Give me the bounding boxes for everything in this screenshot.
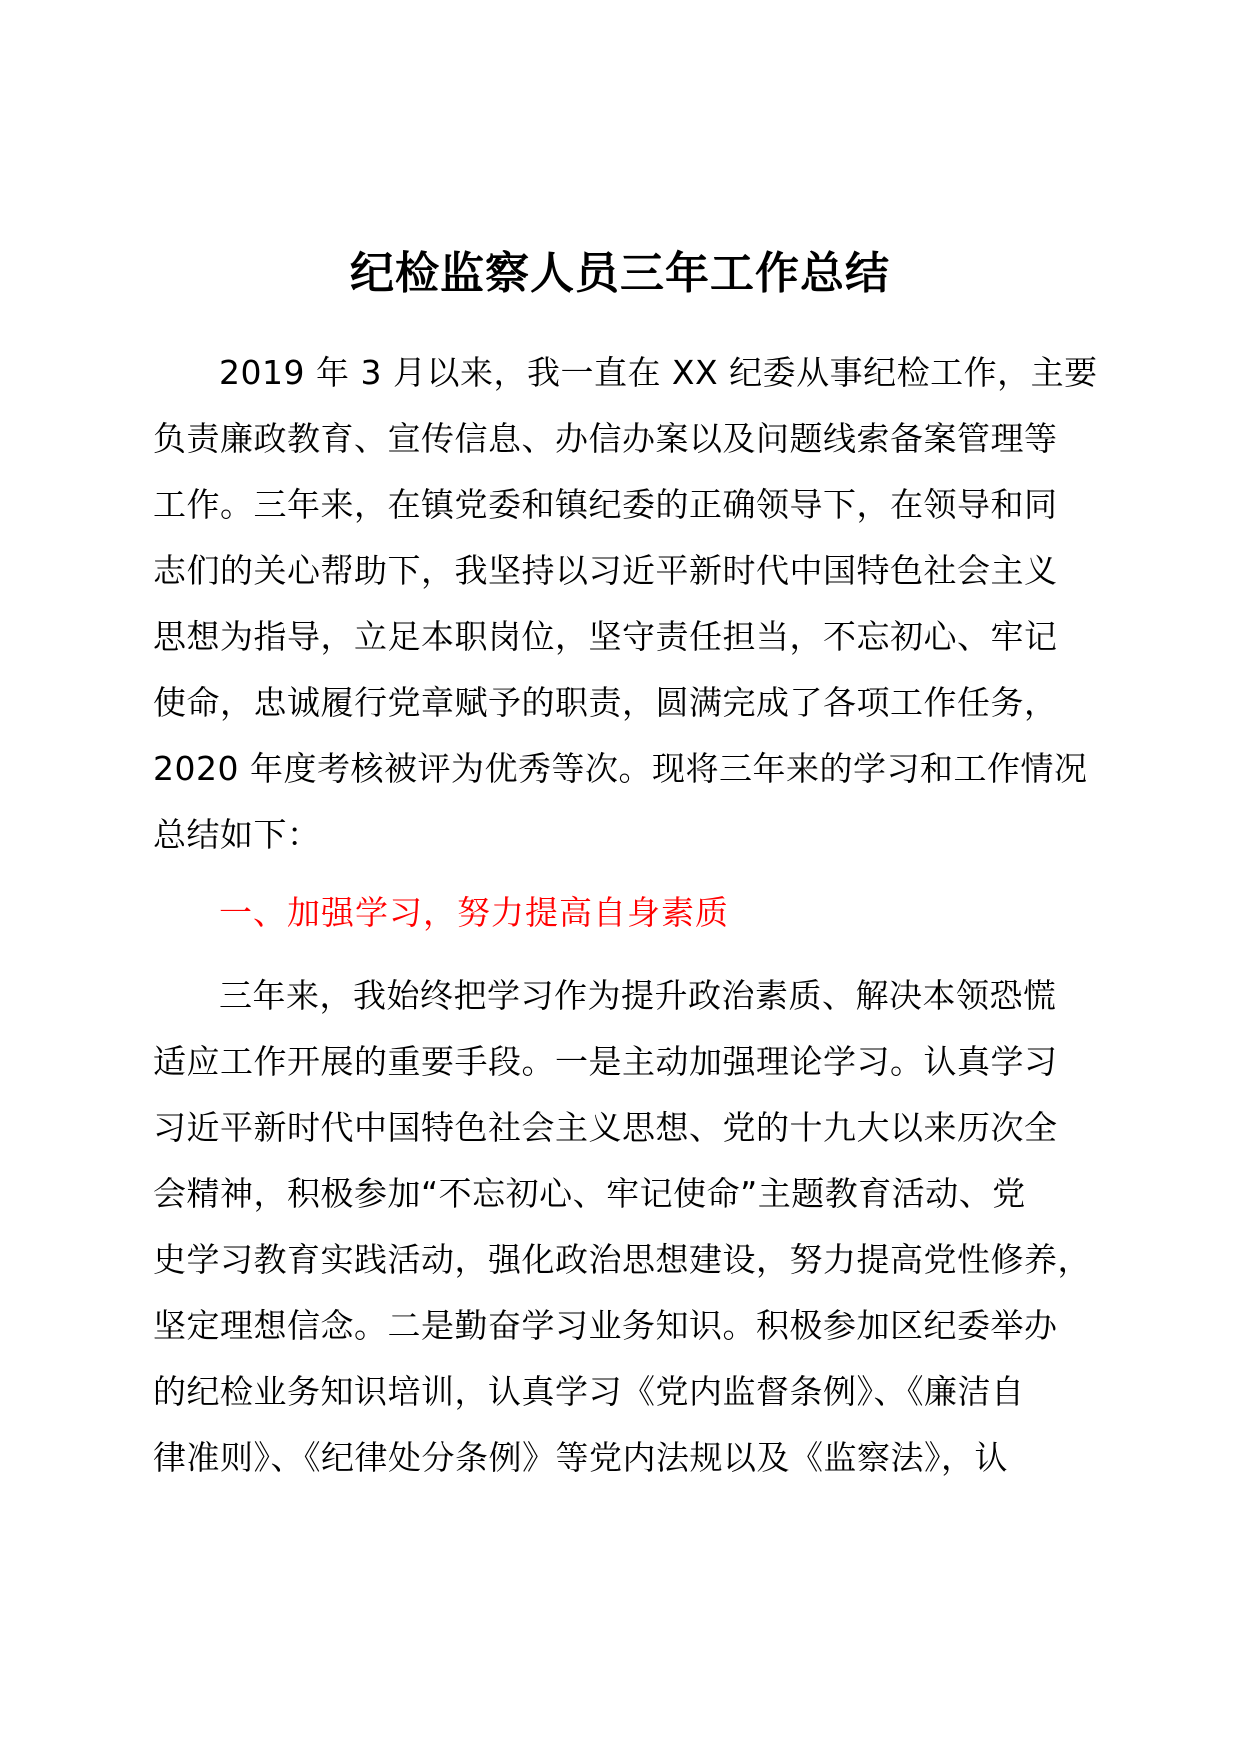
paragraph-line: 2020 年度考核被评为优秀等次。现将三年来的学习和工作情况 <box>153 749 1088 788</box>
paragraph-line: 史学习教育实践活动，强化政治思想建设，努力提高党性修养， <box>153 1240 1091 1279</box>
paragraph-line: 思想为指导，立足本职岗位，坚守责任担当，不忘初心、牢记 <box>153 617 1058 656</box>
section-heading: 一、加强学习，努力提高自身素质 <box>219 893 729 932</box>
paragraph-line: 三年来，我始终把学习作为提升政治素质、解决本领恐慌 <box>219 976 1057 1015</box>
paragraph-line: 志们的关心帮助下，我坚持以习近平新时代中国特色社会主义 <box>153 551 1058 590</box>
paragraph-line: 工作。三年来，在镇党委和镇纪委的正确领导下，在领导和同 <box>153 485 1058 524</box>
document-title: 纪检监察人员三年工作总结 <box>350 248 890 299</box>
paragraph-line: 2019 年 3 月以来，我一直在 XX 纪委从事纪检工作，主要 <box>219 353 1098 392</box>
paragraph-line: 的纪检业务知识培训，认真学习《党内监督条例》、《廉洁自 <box>153 1372 1025 1411</box>
paragraph-line: 习近平新时代中国特色社会主义思想、党的十九大以来历次全 <box>153 1108 1058 1147</box>
paragraph-line: 负责廉政教育、宣传信息、办信办案以及问题线索备案管理等 <box>153 419 1058 458</box>
paragraph-line: 适应工作开展的重要手段。一是主动加强理论学习。认真学习 <box>153 1042 1058 1081</box>
paragraph-line: 会精神，积极参加“不忘初心、牢记使命”主题教育活动、党 <box>153 1174 1026 1213</box>
paragraph-line: 律准则》、《纪律处分条例》等党内法规以及《监察法》，认 <box>153 1438 1008 1477</box>
paragraph-line: 使命，忠诚履行党章赋予的职责，圆满完成了各项工作任务， <box>153 683 1058 722</box>
paragraph-line: 坚定理想信念。二是勤奋学习业务知识。积极参加区纪委举办 <box>153 1306 1058 1345</box>
paragraph-line: 总结如下： <box>153 815 321 854</box>
